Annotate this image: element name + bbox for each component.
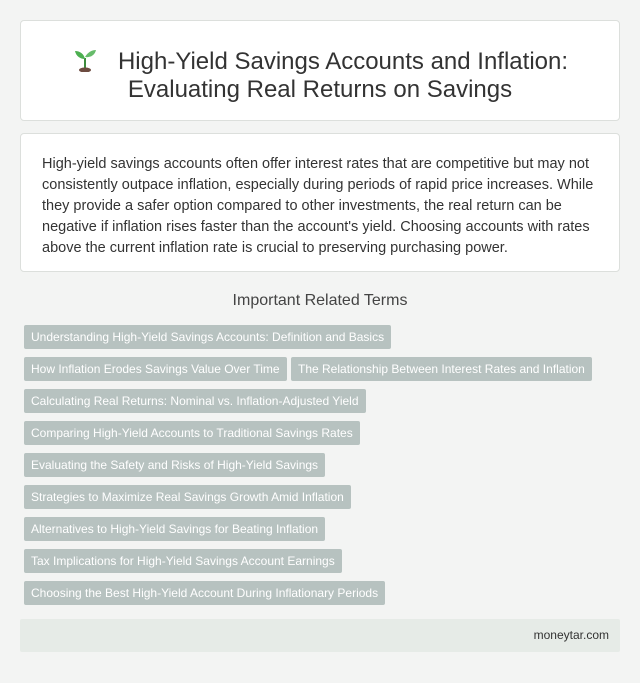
term-tag[interactable]: How Inflation Erodes Savings Value Over Time [24, 357, 287, 381]
term-tag[interactable]: Alternatives to High-Yield Savings for Beating Inflation [24, 517, 325, 541]
related-terms-heading: Important Related Terms [232, 292, 408, 309]
title-text-1: High-Yield Savings Accounts and Inflation: [117, 48, 569, 75]
term-tag[interactable]: Choosing the Best High-Yield Account During Inflationary Periods [24, 581, 385, 605]
term-tag[interactable]: Comparing High-Yield Accounts to Traditional Savings Rates [24, 421, 360, 445]
title-line-1 [21, 46, 619, 76]
term-tag[interactable]: Calculating Real Returns: Nominal vs. Inflation-Adjusted Yield [24, 389, 366, 413]
term-tag[interactable]: Tax Implications for High-Yield Savings Account Earnings [24, 549, 342, 573]
title-text-2: Evaluating Real Returns on Savings [127, 76, 513, 103]
header-card [20, 20, 620, 121]
description-card [20, 133, 620, 272]
page-title [21, 46, 619, 104]
term-tag[interactable]: Strategies to Maximize Real Savings Growth Amid Inflation [24, 485, 351, 509]
term-tag[interactable]: Understanding High-Yield Savings Accounts: Definition and Basics [24, 325, 391, 349]
term-tag[interactable]: The Relationship Between Interest Rates and Inflation [291, 357, 592, 381]
term-tag[interactable]: Evaluating the Safety and Risks of High-Yield Savings [24, 453, 325, 477]
sprout-icon [72, 46, 98, 72]
description-text: High-yield savings accounts often offer interest rates that are competitive but may not consistently outpace inflation, especially during periods of rapid price increases. While they provide a safer option compared to other investments, the real return can be negative if inflation rises faster than the account's yield. Choosing accounts with rates above the current inflation rate is crucial to preserving purchasing power. [42, 156, 594, 256]
footer-site-link[interactable]: moneytar.com [533, 628, 609, 642]
footer [20, 619, 620, 652]
